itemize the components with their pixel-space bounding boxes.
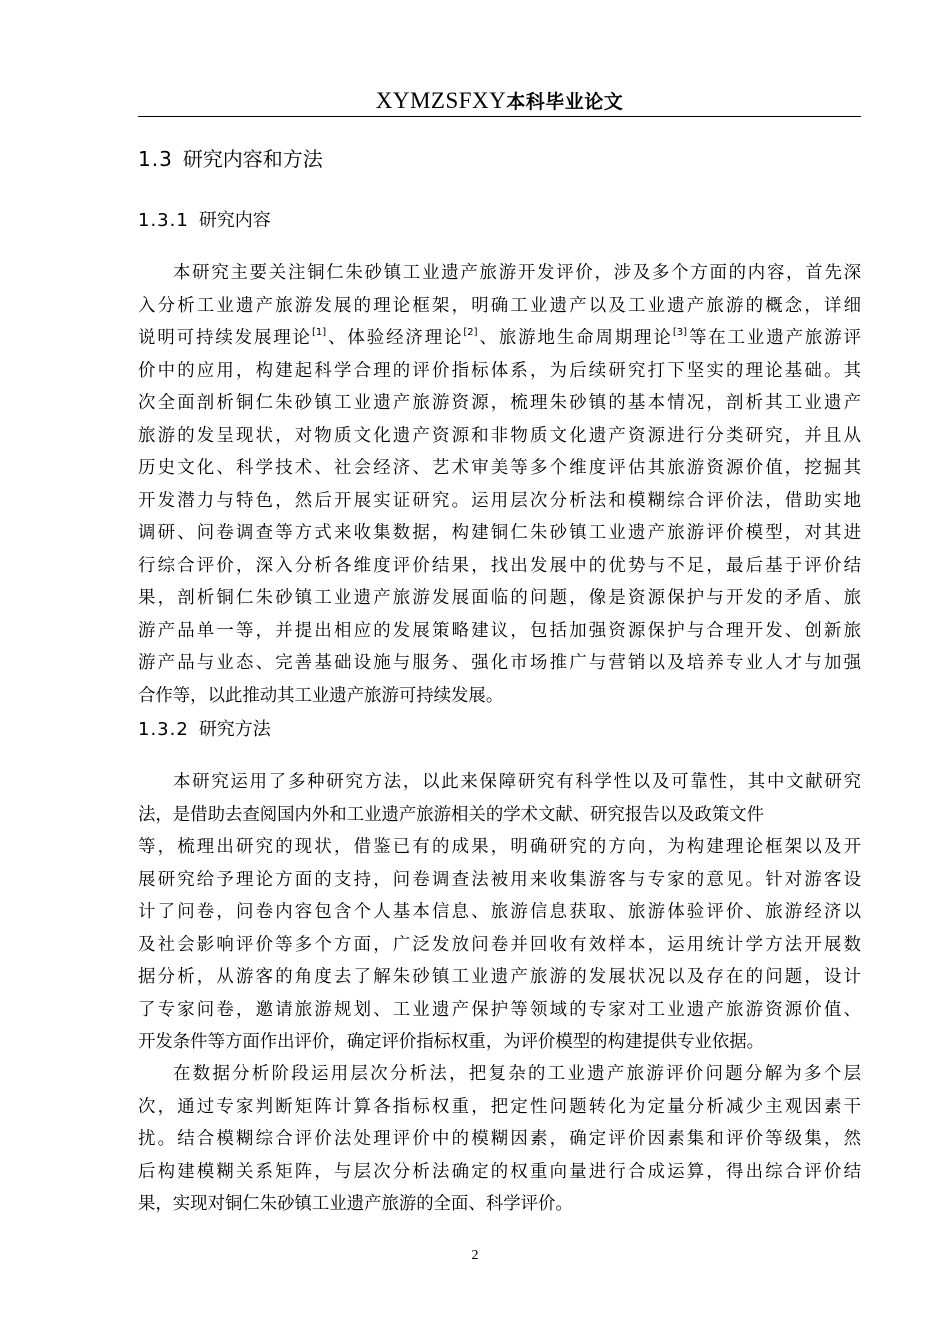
paragraph-line: 果，实现对铜仁朱砂镇工业遗产旅游的全面、科学评价。	[138, 1194, 573, 1214]
paragraph-line: 计了问卷，问卷内容包含个人基本信息、旅游信息获取、旅游体验评价、旅游经济以	[138, 902, 861, 922]
section-heading	[138, 144, 323, 174]
citation-marker: [2]	[463, 327, 478, 338]
subsection-heading-method	[138, 716, 271, 744]
paragraph-line: 游产品与业态、完善基础设施与服务、强化市场推广与营销以及培养专业人才与加强	[138, 653, 861, 673]
paragraph-line: 及社会影响评价等多个方面，广泛发放问卷并回收有效样本，运用统计学方法开展数	[138, 934, 861, 955]
paragraph-line: 后构建模糊关系矩阵，与层次分析法确定的权重向量进行合成运算，得出综合评价结	[138, 1161, 861, 1182]
citation-marker: [3]	[672, 327, 687, 338]
running-header	[138, 86, 861, 116]
paragraph-line: 展研究给予理论方面的支持，问卷调查法被用来收集游客与专家的意见。针对游客设	[138, 869, 861, 890]
subsection-heading-content	[138, 207, 271, 235]
data-analysis-paragraph	[138, 1058, 861, 1221]
paragraph-line: 历史文化、科学技术、社会经济、艺术审美等多个维度评估其旅游资源价值，挖掘其	[138, 458, 861, 478]
section-number: 1.3	[138, 147, 173, 171]
paragraph-line: 旅游的发呈现状，对物质文化遗产资源和非物质文化遗产资源进行分类研究，并且从	[138, 425, 861, 446]
header-latin-text: XYMZSFXY	[375, 88, 507, 113]
paragraph-line: 开发潜力与特色，然后开展实证研究。运用层次分析法和模糊综合评价法，借助实地	[138, 490, 861, 511]
research-method-paragraph	[138, 766, 861, 1059]
paragraph-line: 合作等，以此推动其工业遗产旅游可持续发展。	[138, 685, 504, 706]
paragraph-line: 开发条件等方面作出评价，确定评价指标权重，为评价模型的构建提供专业依据。	[138, 1032, 765, 1052]
paragraph-line: 次，通过专家判断矩阵计算各指标权重，把定性问题转化为定量分析减少主观因素干	[138, 1096, 861, 1117]
header-rule	[138, 116, 861, 117]
research-content-paragraph	[138, 257, 861, 712]
header-cjk-text: 本科毕业论文	[506, 91, 624, 113]
subsection-number: 1.3.1	[138, 210, 189, 231]
citation-marker: [1]	[311, 327, 327, 338]
paragraph-line: 据分析，从游客的角度去了解朱砂镇工业遗产旅游的发展状况以及存在的问题，设计	[138, 967, 861, 987]
paragraph-line: 了专家问卷，邀请旅游规划、工业遗产保护等领域的专家对工业遗产旅游资源价值、	[138, 999, 861, 1020]
paragraph-line: 本研究主要关注铜仁朱砂镇工业遗产旅游开发评价，涉及多个方面的内容，首先深	[173, 263, 861, 283]
subsection-title: 研究内容	[198, 210, 271, 231]
paragraph-line: 入分析工业遗产旅游发展的理论框架，明确工业遗产以及工业遗产旅游的概念，详细	[138, 295, 861, 316]
paragraph-line: 果，剖析铜仁朱砂镇工业遗产旅游发展面临的问题，像是资源保护与开发的矛盾、旅	[138, 588, 861, 608]
paragraph-line: 调研、问卷调查等方式来收集数据，构建铜仁朱砂镇工业遗产旅游评价模型，对其进	[138, 523, 861, 543]
subsection-number: 1.3.2	[138, 719, 189, 740]
paragraph-line: 法，是借助去查阅国内外和工业遗产旅游相关的学术文献、研究报告以及政策文件	[138, 804, 765, 825]
paragraph-line: 扰。结合模糊综合评价法处理评价中的模糊因素，确定评价因素集和评价等级集，然	[138, 1129, 861, 1149]
paragraph-line-with-citations: 说明可持续发展理论[1]、体验经济理论[2]、旅游地生命周期理论[3]等在工业遗产旅游评	[138, 327, 861, 348]
page-number: 2	[471, 1248, 479, 1263]
paragraph-line: 行综合评价，深入分析各维度评价结果，找出发展中的优势与不足，最后基于评价结	[138, 555, 861, 576]
paragraph-line: 等，梳理出研究的现状，借鉴已有的成果，明确研究的方向，为构建理论框架以及开	[138, 837, 861, 857]
subsection-title: 研究方法	[198, 719, 271, 740]
paragraph-line: 次全面剖析铜仁朱砂镇工业遗产旅游资源，梳理朱砂镇的基本情况，剖析其工业遗产	[138, 393, 861, 413]
paragraph-line: 价中的应用，构建起科学合理的评价指标体系，为后续研究打下坚实的理论基础。其	[138, 360, 861, 381]
paragraph-line: 在数据分析阶段运用层次分析法，把复杂的工业遗产旅游评价问题分解为多个层	[173, 1064, 861, 1084]
section-title: 研究内容和方法	[182, 147, 323, 171]
paragraph-line: 游产品单一等，并提出相应的发展策略建议，包括加强资源保护与合理开发、创新旅	[138, 620, 861, 641]
paragraph-line: 本研究运用了多种研究方法，以此来保障研究有科学性以及可靠性，其中文献研究	[173, 772, 861, 792]
